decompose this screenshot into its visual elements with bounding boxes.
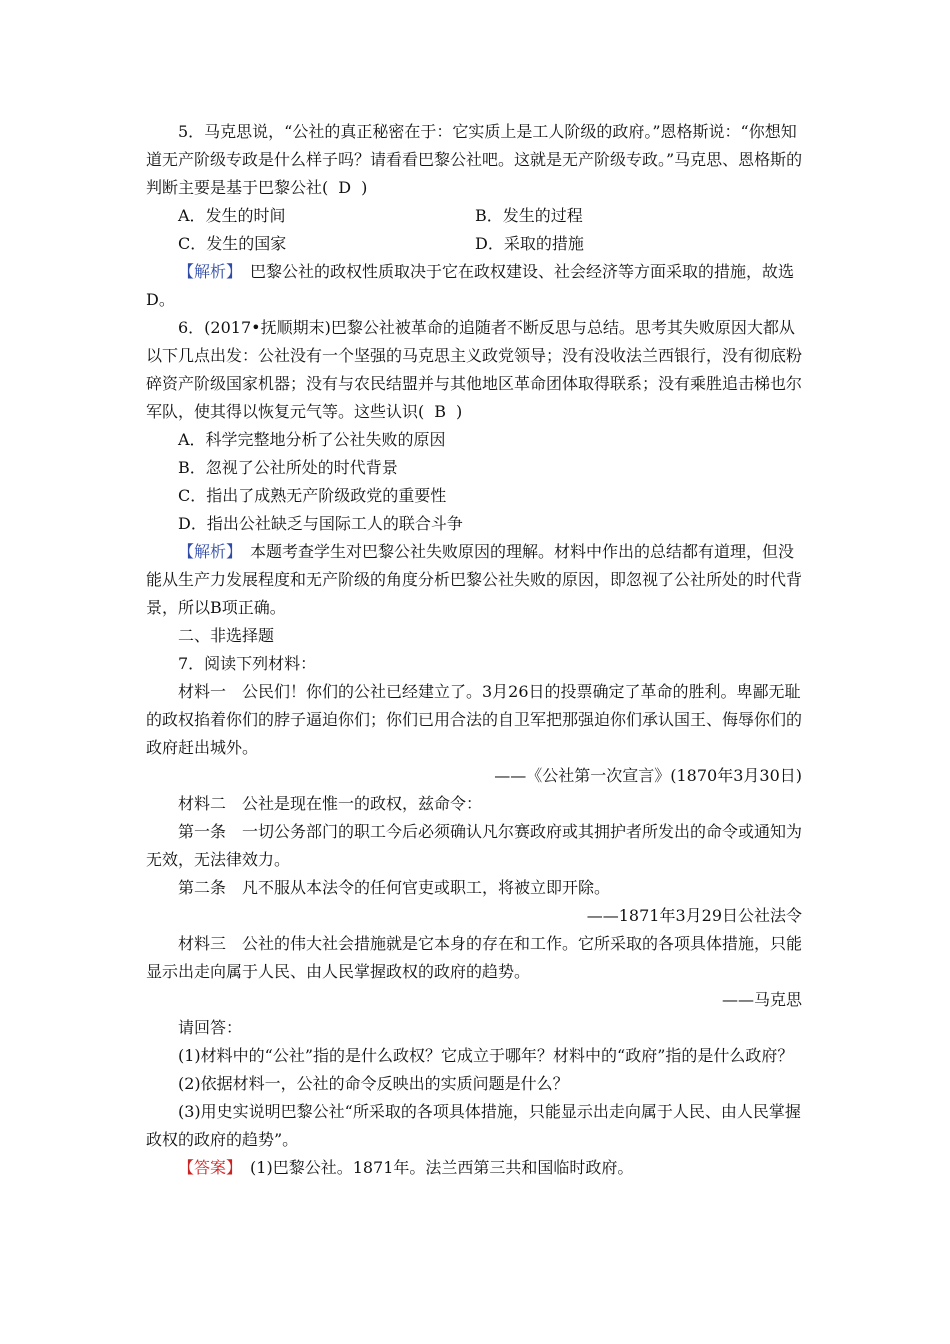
q7-stem: 7．阅读下列材料： xyxy=(178,654,317,673)
q6-analysis: 【解析】 本题考查学生对巴黎公社失败原因的理解。材料中作出的总结都有道理，但没能从生产力发展程度和无产阶级的角度分析巴黎公社失败的原因，即忽视了公社所处的时代背景，所以B项正确。 xyxy=(146,542,803,617)
q5-option-c: C．发生的国家 xyxy=(178,234,287,253)
q5-stem: 5．马克思说，“公社的真正秘密在于：它实质上是工人阶级的政府。”恩格斯说：“你想知道无产阶级专政是什么样子吗？请看看巴黎公社吧。这就是无产阶级专政。”马克思、恩格斯的判断主要是基于巴黎公社( D ) xyxy=(146,122,803,197)
q7-material-2-article-1: 第一条 一切公务部门的职工今后必须确认凡尔赛政府或其拥护者所发出的命令或通知为无效，无法律效力。 xyxy=(146,822,803,869)
q7-sub-1: (1)材料中的“公社”指的是什么政权？它成立于哪年？材料中的“政府”指的是什么政府？ xyxy=(178,1046,794,1065)
q6-option-a: A．科学完整地分析了公社失败的原因 xyxy=(178,430,446,449)
q7-material-2-article-2: 第二条 凡不服从本法令的任何官吏或职工，将被立即开除。 xyxy=(178,878,611,897)
q6-option-b: B．忽视了公社所处的时代背景 xyxy=(178,458,398,477)
q7-answer: 【答案】 (1)巴黎公社。1871年。法兰西第三共和国临时政府。 xyxy=(178,1158,634,1177)
q7-material-3-source: ——马克思 xyxy=(721,990,802,1009)
q7-material-3: 材料三 公社的伟大社会措施就是它本身的存在和工作。它所采取的各项具体措施，只能显示出走向属于人民、由人民掌握政权的政府的趋势。 xyxy=(146,934,803,981)
q6-stem: 6．(2017•抚顺期末)巴黎公社被革命的追随者不断反思与总结。思考其失败原因大都从以下几点出发：公社没有一个坚强的马克思主义政党领导；没有没收法兰西银行，没有彻底粉碎资产阶级国家机器；没有与农民结盟并与其他地区革命团体取得联系；没有乘胜追击梯也尔军队，使其得以恢复元气等。这些认识( B ) xyxy=(146,318,803,421)
answer-tag: 【答案】 xyxy=(178,1158,235,1177)
q7-ask: 请回答： xyxy=(178,1018,243,1037)
q7-material-1-source: ——《公社第一次宣言》(1870年3月30日) xyxy=(494,766,802,785)
q7-sub-2: (2)依据材料一，公社的命令反映出的实质问题是什么？ xyxy=(178,1074,569,1093)
q5-option-b: B．发生的过程 xyxy=(475,206,583,225)
q5-option-d: D．采取的措施 xyxy=(475,234,584,253)
q7-material-2-source: ——1871年3月29日公社法令 xyxy=(586,906,802,925)
q6-option-d: D．指出公社缺乏与国际工人的联合斗争 xyxy=(178,514,463,533)
q7-material-2: 材料二 公社是现在惟一的政权，兹命令： xyxy=(178,794,483,813)
q5-option-a: A．发生的时间 xyxy=(178,206,286,225)
analysis-tag: 【解析】 xyxy=(178,262,235,281)
analysis-tag: 【解析】 xyxy=(178,542,235,561)
q7-sub-3: (3)用史实说明巴黎公社“所采取的各项具体措施，只能显示出走向属于人民、由人民掌握政权的政府的趋势”。 xyxy=(146,1102,801,1149)
q7-material-1: 材料一 公民们！你们的公社已经建立了。3月26日的投票确定了革命的胜利。卑鄙无耻的政权掐着你们的脖子逼迫你们；你们已用合法的自卫军把那强迫你们承认国王、侮辱你们的政府赶出城外。 xyxy=(146,682,803,757)
q6-answer: B xyxy=(434,402,447,421)
q5-options-row-2 xyxy=(146,230,804,258)
q6-option-c: C．指出了成熟无产阶级政党的重要性 xyxy=(178,486,447,505)
section-heading: 二、非选择题 xyxy=(178,626,275,645)
q5-analysis: 【解析】 巴黎公社的政权性质取决于它在政权建设、社会经济等方面采取的措施，故选D。 xyxy=(146,262,795,309)
q5-options-row-1 xyxy=(146,202,804,230)
q5-answer: D xyxy=(338,178,352,197)
document-page xyxy=(146,118,804,1182)
